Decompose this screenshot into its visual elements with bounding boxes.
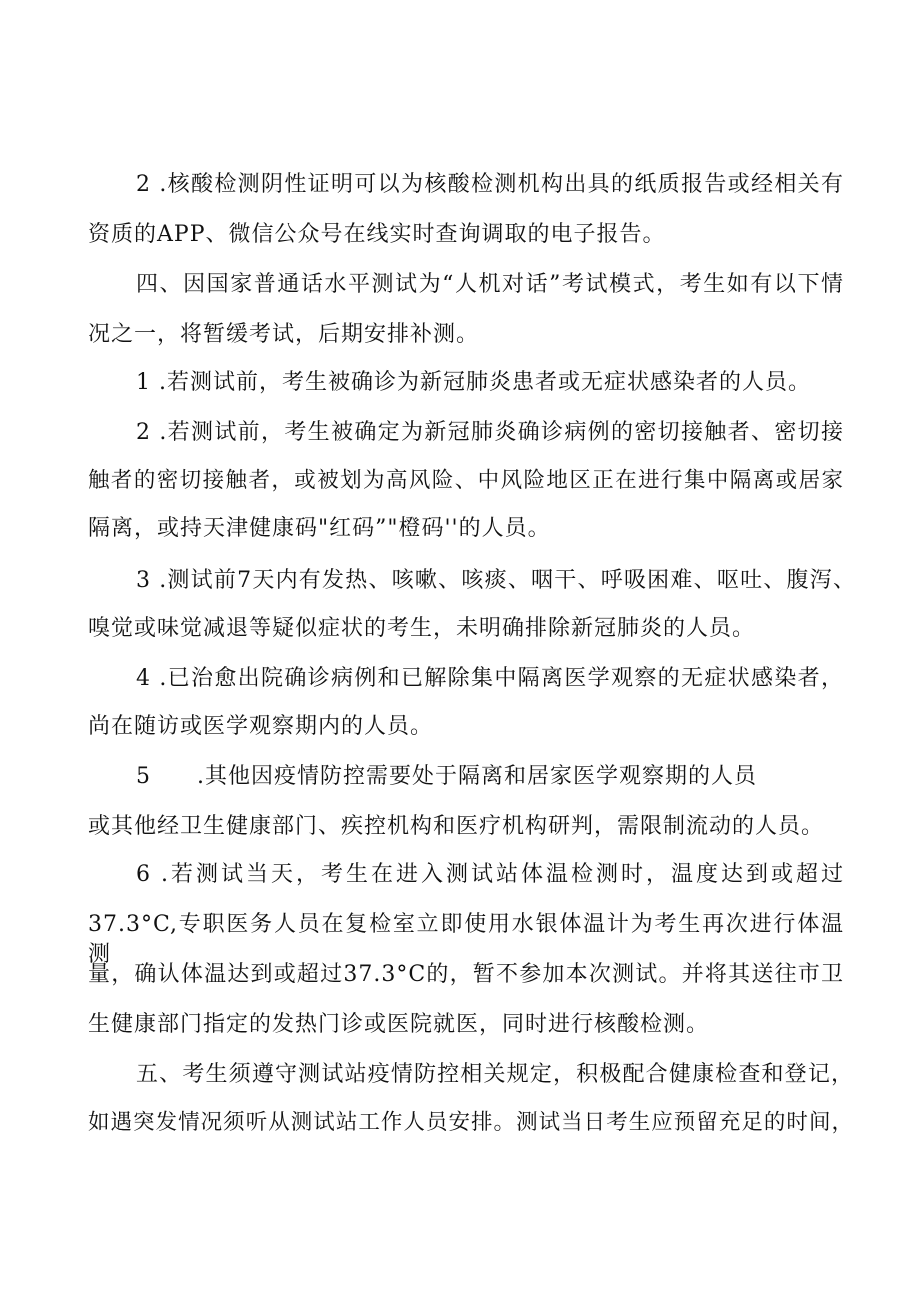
text-line-17: 量，确认体温达到或超过37.3°C的，暂不参加本次测试。并将其送往市卫 — [88, 962, 844, 987]
text-line-14: 或其他经卫生健康部门、疾控机构和医疗机构研判，需限制流动的人员。 — [88, 814, 825, 839]
text-line-20: 如遇突发情况须听从测试站工作人员安排。测试当日考生应预留充足的时间， — [88, 1110, 854, 1135]
text-line-3: 四、因国家普通话水平测试为“人机对话”考试模式，考生如有以下情 — [136, 272, 844, 297]
text-line-4: 况之一，将暂缓考试，后期安排补测。 — [88, 322, 480, 347]
text-line-12: 尚在随访或医学观察期内的人员。 — [88, 714, 434, 739]
text-line-2: 资质的APP、微信公众号在线实时查询调取的电子报告。 — [88, 222, 666, 247]
text-line-7: 触者的密切接触者，或被划为高风险、中风险地区正在进行集中隔离或居家 — [88, 468, 844, 493]
text-line-18: 生健康部门指定的发热门诊或医院就医，同时进行核酸检测。 — [88, 1012, 710, 1037]
text-line-19: 五、考生须遵守测试站疫情防控相关规定，积极配合健康检查和登记， — [136, 1062, 854, 1087]
text-line-10: 嗅觉或味觉减退等疑似症状的考生，未明确排除新冠肺炎的人员。 — [88, 616, 756, 641]
text-line-16: 37.3°C,专职医务人员在复检室立即使用水银体温计为考生再次进行体温测 — [88, 912, 844, 967]
text-line-6: 2 .若测试前，考生被确定为新冠肺炎确诊病例的密切接触者、密切接 — [136, 420, 844, 445]
text-line-9: 3 .测试前7天内有发热、咳嗽、咳痰、咽干、呼吸困难、呕吐、腹泻、 — [136, 568, 856, 593]
text-line-11: 4 .已治愈出院确诊病例和已解除集中隔离医学观察的无症状感染者， — [136, 666, 844, 691]
text-line-13: 5 .其他因疫情防控需要处于隔离和居家医学观察期的人员 — [136, 764, 757, 789]
text-line-1: 2 .核酸检测阴性证明可以为核酸检测机构出具的纸质报告或经相关有 — [136, 172, 844, 197]
text-line-5: 1 .若测试前，考生被确诊为新冠肺炎患者或无症状感染者的人员。 — [136, 370, 811, 395]
text-line-8: 隔离，或持天津健康码"红码”"橙码''的人员。 — [88, 516, 551, 541]
text-line-15: 6 .若测试当天，考生在进入测试站体温检测时，温度达到或超过 — [136, 862, 844, 887]
